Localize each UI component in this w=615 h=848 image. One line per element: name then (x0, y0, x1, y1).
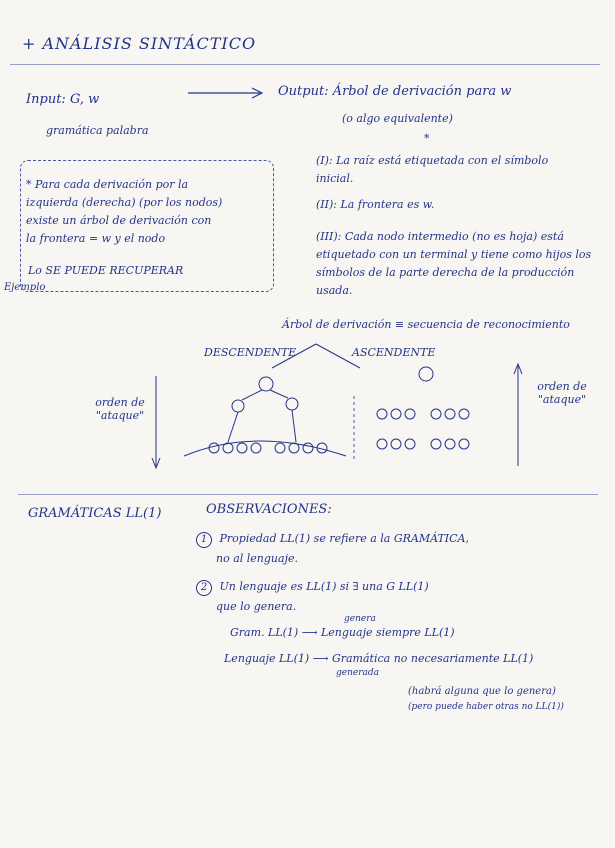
output-condition-i: (I): La raíz está etiquetada con el símbolo inicial. (316, 154, 549, 185)
tree-right-axis-label: orden de "ataque" (537, 380, 587, 406)
tree-left-label: DESCENDENTE (204, 346, 297, 359)
section2-obs: OBSERVACIONES: (206, 502, 332, 517)
output-marker: * (424, 132, 430, 145)
implication-2: Lenguaje LL(1) ⟶ Gramática no necesariamente LL(1) (224, 652, 534, 665)
item2-line2: que lo genera. (216, 600, 297, 613)
parse-tree-diagram (96, 336, 566, 486)
tree-caption: Árbol de derivación ≡ secuencia de reconocimiento (282, 318, 570, 331)
note-2: (pero puede haber otras no LL(1)) (408, 702, 564, 712)
item1-number: 1 (196, 532, 212, 548)
item1-line1: Propiedad LL(1) se refiere a la GRAMÁTICA, (219, 532, 469, 545)
implication-1: Gram. LL(1) ⟶ Lenguaje siempre LL(1) (230, 626, 455, 639)
note-1: (habrá alguna que lo genera) (408, 686, 556, 697)
input-line: Input: G, w (26, 92, 100, 107)
input-output-arrow (186, 86, 270, 100)
output-sub: (o algo equivalente) (342, 112, 453, 125)
note-line-5: Lo SE PUEDE RECUPERAR (28, 264, 184, 277)
impl2-under: generada (336, 668, 380, 678)
page-heading: + ANÁLISIS SINTÁCTICO (22, 34, 257, 53)
note-line-3: existe un árbol de derivación con (26, 214, 212, 227)
side-note: Ejemplo (4, 282, 46, 293)
section-rule (18, 494, 598, 495)
tree-left-axis-label: orden de "ataque" (95, 396, 145, 422)
note-line-1: * Para cada derivación por la (26, 178, 189, 191)
item2-number: 2 (196, 580, 212, 596)
item2-line1: Un lenguaje es LL(1) si ∃ una G LL(1) (219, 580, 429, 593)
heading-rule (10, 64, 600, 65)
item1-line2: no al lenguaje. (216, 552, 298, 565)
output-line: Output: Árbol de derivación para w (278, 84, 512, 99)
item1 (196, 532, 469, 548)
output-condition-iii: (III): Cada nodo intermedio (no es hoja) está etiquetado con un terminal y tiene como hijos los símbolos de la parte derecha de la producción usada. (316, 230, 592, 297)
output-condition-ii: (II): La frontera es w. (316, 198, 435, 211)
note-line-4: la frontera = w y el nodo (26, 232, 166, 245)
section2-title: GRAMÁTICAS LL(1) (28, 506, 162, 521)
impl1-over: genera (344, 614, 376, 624)
item2 (196, 580, 429, 596)
note-line-2: izquierda (derecha) (por los nodos) (26, 196, 223, 209)
tree-right-label: ASCENDENTE (352, 346, 436, 359)
input-sub: gramática palabra (46, 124, 149, 137)
